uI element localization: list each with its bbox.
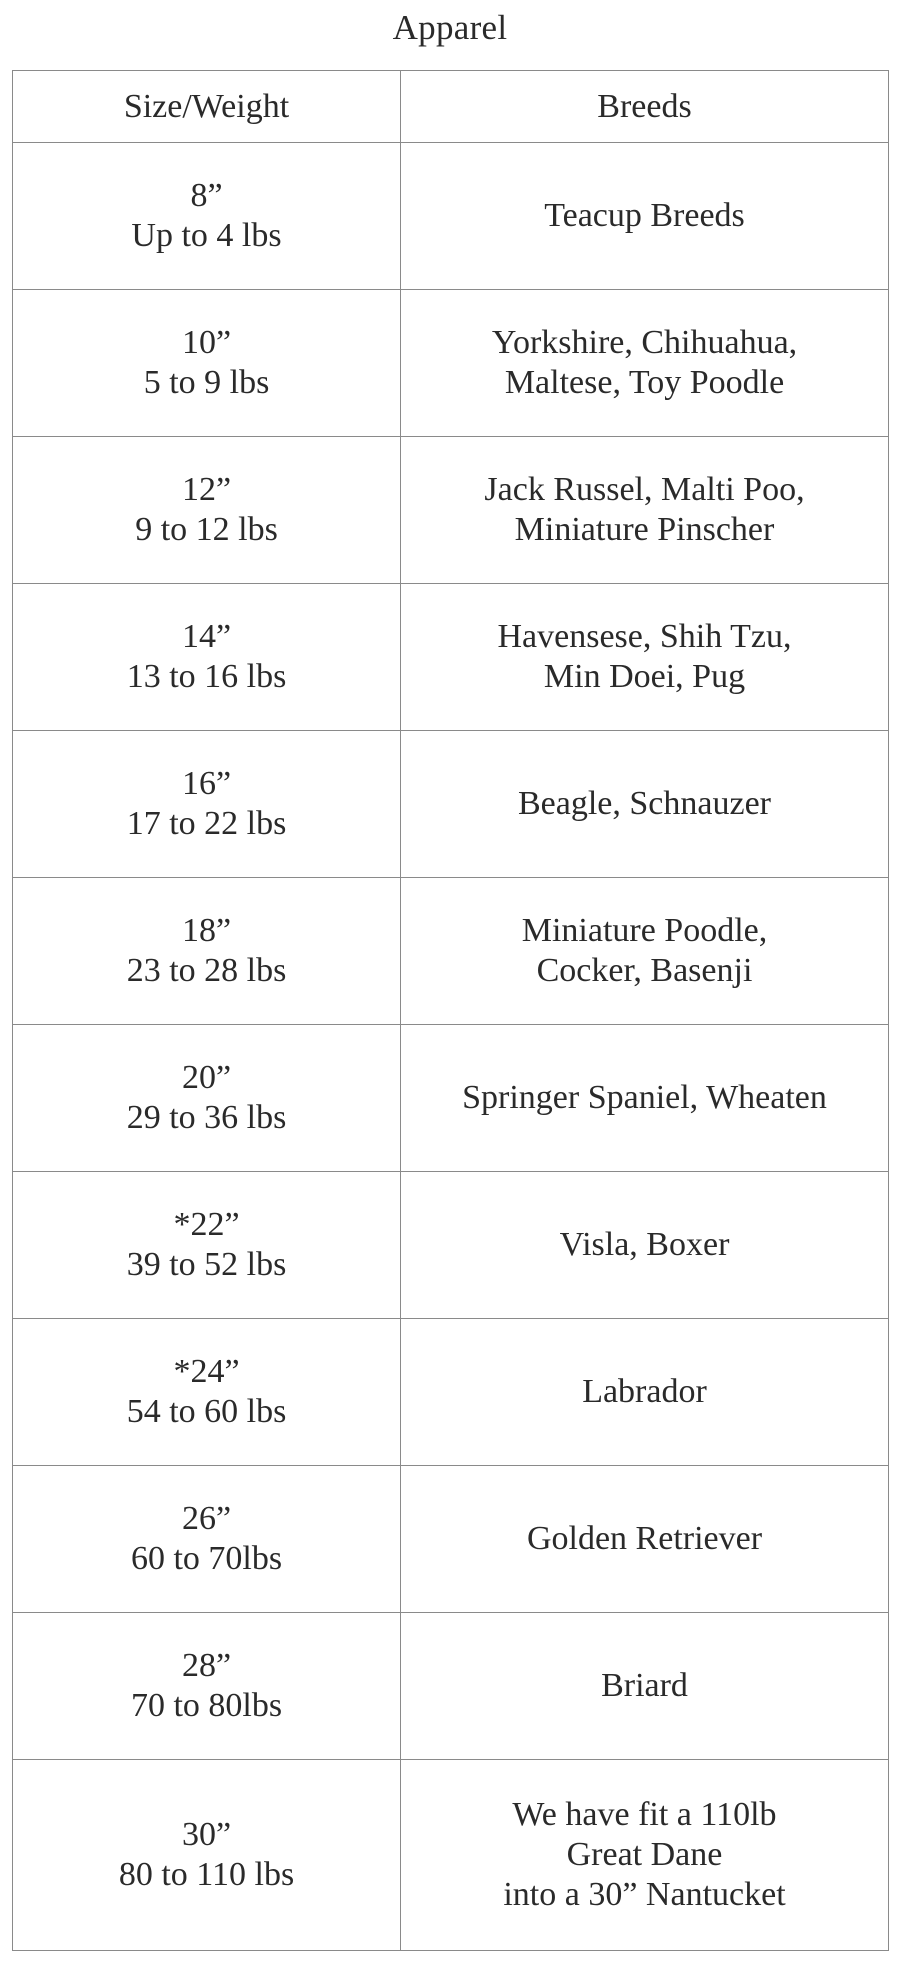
- table-header-row: [13, 71, 889, 143]
- breeds-cell: [401, 290, 889, 437]
- breeds-line: Miniature Pinscher: [514, 511, 775, 548]
- breeds-line: Jack Russel, Malti Poo,: [484, 471, 805, 508]
- breeds-line: Briard: [601, 1667, 688, 1704]
- breeds-line: Visla, Boxer: [559, 1226, 730, 1263]
- table-row: [13, 584, 889, 731]
- table-row: [13, 437, 889, 584]
- size-weight-cell: [13, 1319, 401, 1466]
- size-weight-cell: [13, 1025, 401, 1172]
- breeds-line: Teacup Breeds: [544, 197, 745, 234]
- weight-value: 39 to 52 lbs: [126, 1246, 287, 1283]
- size-weight-cell: [13, 1760, 401, 1951]
- table-row: [13, 1613, 889, 1760]
- size-value: 8”: [190, 177, 223, 214]
- size-weight-cell: [13, 437, 401, 584]
- weight-value: 17 to 22 lbs: [126, 805, 287, 842]
- table-row: [13, 1466, 889, 1613]
- size-weight-cell: [13, 731, 401, 878]
- size-value: *24”: [173, 1353, 240, 1390]
- table-row: [13, 1172, 889, 1319]
- size-value: 10”: [181, 324, 232, 361]
- breeds-cell: [401, 731, 889, 878]
- weight-value: 29 to 36 lbs: [126, 1099, 287, 1136]
- size-value: 28”: [181, 1647, 232, 1684]
- size-value: *22”: [173, 1206, 240, 1243]
- size-weight-cell: [13, 143, 401, 290]
- breeds-cell: [401, 1760, 889, 1951]
- breeds-line: Min Doei, Pug: [543, 658, 746, 695]
- breeds-cell: [401, 1172, 889, 1319]
- breeds-line: Golden Retriever: [526, 1520, 763, 1557]
- breeds-line: Yorkshire, Chihuahua,: [491, 324, 798, 361]
- breeds-line: Great Dane: [566, 1836, 723, 1873]
- breeds-cell: [401, 1319, 889, 1466]
- size-value: 26”: [181, 1500, 232, 1537]
- weight-value: 9 to 12 lbs: [135, 511, 278, 548]
- size-weight-cell: [13, 290, 401, 437]
- table-row: [13, 1760, 889, 1951]
- size-weight-cell: [13, 584, 401, 731]
- header-size-weight: Size/Weight: [13, 71, 401, 143]
- weight-value: 80 to 110 lbs: [118, 1856, 295, 1893]
- weight-value: 60 to 70lbs: [130, 1540, 283, 1577]
- breeds-line: Cocker, Basenji: [536, 952, 753, 989]
- header-breeds: Breeds: [401, 71, 889, 143]
- table-row: [13, 290, 889, 437]
- breeds-line: We have fit a 110lb: [512, 1796, 777, 1833]
- size-weight-cell: [13, 1466, 401, 1613]
- size-value: 20”: [181, 1059, 232, 1096]
- size-value: 16”: [181, 765, 232, 802]
- table-row: [13, 731, 889, 878]
- weight-value: 13 to 16 lbs: [126, 658, 287, 695]
- size-value: 18”: [181, 912, 232, 949]
- weight-value: Up to 4 lbs: [131, 217, 282, 254]
- breeds-cell: [401, 1613, 889, 1760]
- table-row: [13, 878, 889, 1025]
- breeds-line: Beagle, Schnauzer: [518, 785, 771, 822]
- size-weight-cell: [13, 1172, 401, 1319]
- breeds-cell: [401, 1025, 889, 1172]
- table-row: [13, 143, 889, 290]
- breeds-line: Maltese, Toy Poodle: [504, 364, 785, 401]
- weight-value: 23 to 28 lbs: [126, 952, 287, 989]
- size-weight-cell: [13, 878, 401, 1025]
- table-body: [13, 71, 889, 1951]
- table-row: [13, 1025, 889, 1172]
- size-chart-table: [12, 70, 889, 1951]
- size-weight-cell: [13, 1613, 401, 1760]
- breeds-line: Havensese, Shih Tzu,: [497, 618, 792, 655]
- size-value: 12”: [181, 471, 232, 508]
- breeds-cell: [401, 1466, 889, 1613]
- breeds-cell: [401, 143, 889, 290]
- weight-value: 70 to 80lbs: [130, 1687, 283, 1724]
- breeds-cell: [401, 878, 889, 1025]
- breeds-line: Miniature Poodle,: [521, 912, 768, 949]
- breeds-line: into a 30” Nantucket: [503, 1876, 786, 1913]
- breeds-line: Springer Spaniel, Wheaten: [462, 1079, 827, 1116]
- weight-value: 5 to 9 lbs: [143, 364, 270, 401]
- page-title: Apparel: [392, 8, 508, 47]
- size-value: 14”: [181, 618, 232, 655]
- table-row: [13, 1319, 889, 1466]
- size-value: 30”: [181, 1816, 232, 1853]
- breeds-cell: [401, 437, 889, 584]
- breeds-line: Labrador: [582, 1373, 707, 1410]
- weight-value: 54 to 60 lbs: [126, 1393, 287, 1430]
- breeds-cell: [401, 584, 889, 731]
